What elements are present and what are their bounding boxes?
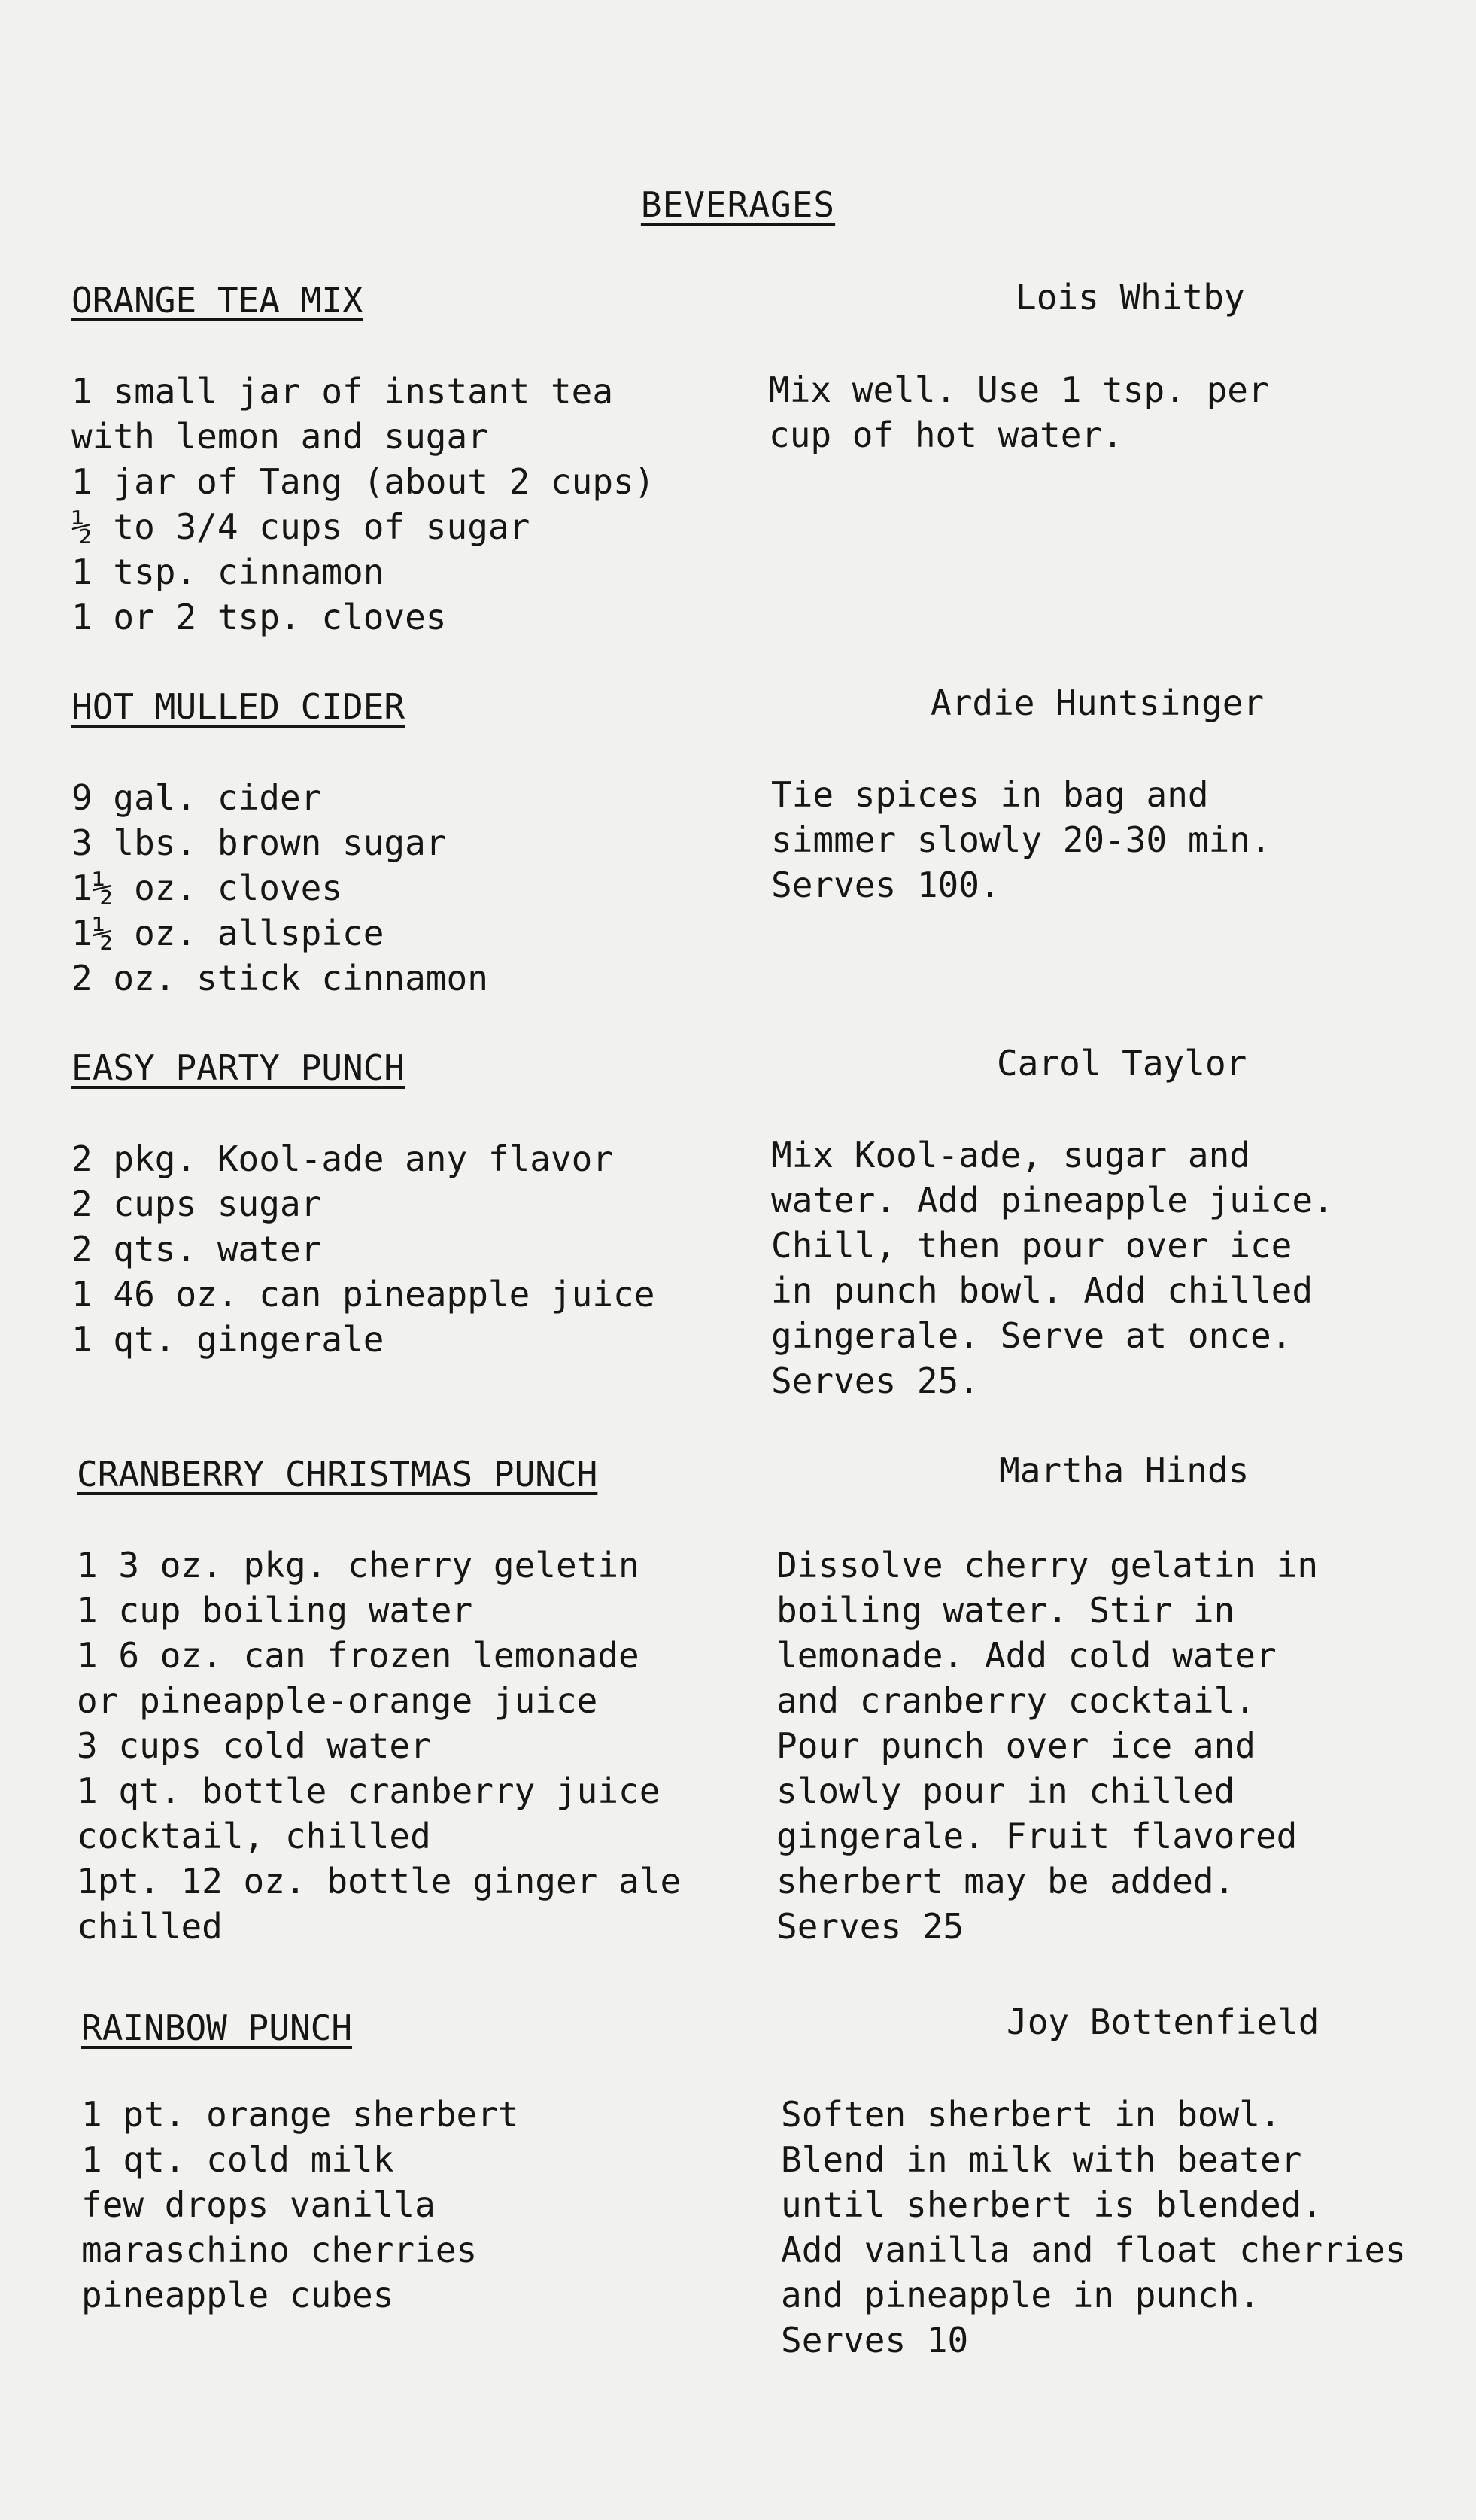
ingredient-line: 2 cups sugar <box>71 1184 322 1224</box>
ingredient-line: cocktail, chilled <box>77 1816 431 1856</box>
ingredient-line: 1 6 oz. can frozen lemonade <box>77 1635 639 1676</box>
ingredient-line: maraschino cherries <box>81 2230 478 2270</box>
ingredient-line: pineapple cubes <box>81 2275 394 2315</box>
ingredient-list <box>81 2092 519 2318</box>
recipe-author: Lois Whitby <box>1016 277 1245 318</box>
direction-line: Soften sherbert in bowl. <box>781 2094 1281 2135</box>
directions-list <box>769 367 1269 457</box>
ingredient-line: 1 or 2 tsp. cloves <box>71 597 447 637</box>
direction-line: Mix Kool-ade, sugar and <box>771 1135 1250 1175</box>
recipe-author: Joy Bottenfield <box>1007 2002 1320 2042</box>
recipe-title: RAINBOW PUNCH <box>81 2008 353 2048</box>
direction-line: Dissolve cherry gelatin in <box>776 1545 1319 1585</box>
page-title: BEVERAGES <box>640 184 836 225</box>
direction-line: Add vanilla and float cherries <box>781 2230 1406 2270</box>
ingredient-line: 2 qts. water <box>71 1229 322 1269</box>
ingredient-line: 1½ oz. cloves <box>71 868 343 908</box>
ingredient-line: 1 46 oz. can pineapple juice <box>71 1274 655 1315</box>
ingredient-line: ½ to 3/4 cups of sugar <box>71 506 530 547</box>
ingredient-line: 1pt. 12 oz. bottle ginger ale <box>77 1861 682 1901</box>
direction-line: and cranberry cocktail. <box>776 1680 1256 1721</box>
ingredient-line: with lemon and sugar <box>71 416 488 457</box>
direction-line: Blend in milk with beater <box>781 2139 1302 2180</box>
ingredient-line: 1 cup boiling water <box>77 1590 473 1631</box>
ingredient-line: 3 cups cold water <box>77 1725 431 1766</box>
direction-line: simmer slowly 20-30 min. <box>771 819 1271 860</box>
recipe-author: Carol Taylor <box>997 1043 1247 1084</box>
recipe-author: Martha Hinds <box>999 1450 1250 1491</box>
direction-line: water. Add pineapple juice. <box>771 1180 1334 1220</box>
ingredient-line: 1 tsp. cinnamon <box>71 552 384 592</box>
ingredient-line: 1 3 oz. pkg. cherry geletin <box>77 1545 639 1585</box>
directions-list <box>776 1543 1318 1949</box>
ingredient-line: 3 lbs. brown sugar <box>71 822 447 863</box>
direction-line: Serves 25 <box>776 1906 964 1947</box>
direction-line: in punch bowl. Add chilled <box>771 1270 1314 1311</box>
directions-list <box>781 2092 1406 2363</box>
direction-line: Chill, then pour over ice <box>771 1225 1292 1266</box>
direction-line: Tie spices in bag and <box>771 774 1209 815</box>
direction-line: until sherbert is blended. <box>781 2184 1323 2225</box>
ingredient-line: chilled <box>77 1906 223 1947</box>
ingredient-list <box>71 1136 654 1362</box>
direction-line: and pineapple in punch. <box>781 2275 1260 2315</box>
ingredient-list <box>71 369 654 640</box>
recipe-author: Ardie Huntsinger <box>931 682 1265 723</box>
direction-line: slowly pour in chilled <box>776 1771 1235 1811</box>
direction-line: Pour punch over ice and <box>776 1725 1256 1766</box>
recipe-title: HOT MULLED CIDER <box>71 686 405 727</box>
ingredient-line: 1 small jar of instant tea <box>71 371 614 412</box>
ingredient-line: 1 qt. bottle cranberry juice <box>77 1771 661 1811</box>
ingredient-line: 2 pkg. Kool-ade any flavor <box>71 1138 614 1179</box>
direction-line: gingerale. Serve at once. <box>771 1315 1292 1356</box>
recipe-title: CRANBERRY CHRISTMAS PUNCH <box>77 1454 598 1494</box>
ingredient-line: 1 pt. orange sherbert <box>81 2094 519 2135</box>
direction-line: Serves 25. <box>771 1360 979 1401</box>
ingredient-list <box>71 775 488 1001</box>
ingredient-line: 1 jar of Tang (about 2 cups) <box>71 461 655 502</box>
direction-line: Mix well. Use 1 tsp. per <box>769 369 1269 410</box>
direction-line: Serves 100. <box>771 865 1001 905</box>
direction-line: sherbert may be added. <box>776 1861 1235 1901</box>
ingredient-line: 1½ oz. allspice <box>71 913 384 953</box>
direction-line: cup of hot water. <box>769 415 1123 455</box>
direction-line: lemonade. Add cold water <box>776 1635 1277 1676</box>
ingredient-line: 9 gal. cider <box>71 777 322 818</box>
ingredient-line: 2 oz. stick cinnamon <box>71 958 488 999</box>
ingredient-line: 1 qt. gingerale <box>71 1319 384 1360</box>
direction-line: Serves 10 <box>781 2320 969 2360</box>
recipe-title: EASY PARTY PUNCH <box>71 1047 405 1088</box>
directions-list <box>771 1132 1334 1403</box>
direction-line: boiling water. Stir in <box>776 1590 1235 1631</box>
ingredient-list <box>77 1543 681 1949</box>
directions-list <box>771 772 1271 907</box>
direction-line: gingerale. Fruit flavored <box>776 1816 1298 1856</box>
ingredient-line: few drops vanilla <box>81 2184 436 2225</box>
ingredient-line: 1 qt. cold milk <box>81 2139 394 2180</box>
recipe-title: ORANGE TEA MIX <box>71 280 363 321</box>
ingredient-line: or pineapple-orange juice <box>77 1680 598 1721</box>
